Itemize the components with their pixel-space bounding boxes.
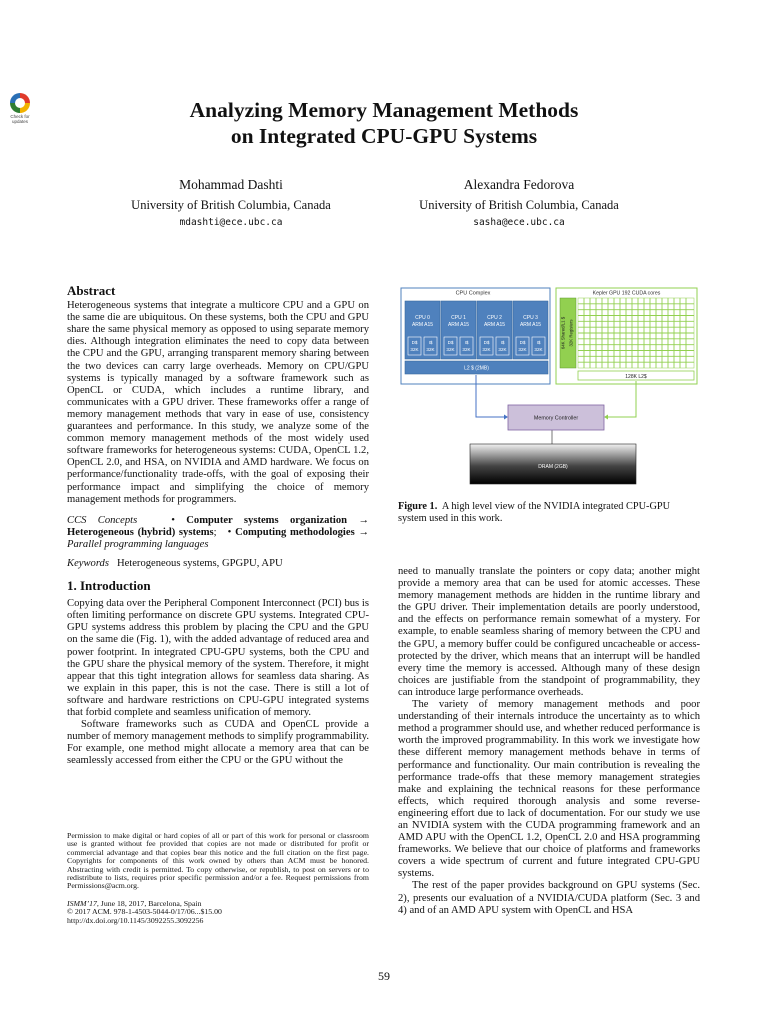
ccs-arrow: → <box>358 514 369 526</box>
cpu-arch: ARM A15 <box>447 322 470 328</box>
keywords-text: Heterogeneous systems, GPGPU, APU <box>116 557 283 569</box>
doi-link[interactable]: http://dx.doi.org/10.1145/3092255.3092256 <box>67 915 204 925</box>
l1d-size: 32K <box>518 347 527 352</box>
cpu-name: CPU 3 <box>523 315 538 321</box>
gpu-registers-label: 32K Registers <box>568 319 574 347</box>
ccs-concepts: CCS Concepts • Computer systems organization → Heterogeneous (hybrid) systems; • Computing methodologies → Parallel programming languages <box>67 514 369 550</box>
ccs-item-1: Computer systems organization <box>186 514 348 526</box>
abstract-text: Heterogeneous systems that integrate a multicore CPU and a GPU on the same die are ubiquitous. On these systems, both the CPU and GPU share the same physical memory as opposed to using separate memory dies. Although integration eliminates the need to copy data between the CPU and the GPU, arranging transparent memory sharing between the two devices can carry large overheads. Memory on CPU/GPU systems is typically managed by a software framework such as OpenCL or CUDA, which includes a runtime library, and communicates with a GPU driver. These frameworks offer a range of memory management methods that vary in ease of use, consistency guarantees and performance. In this study, we analyze some of the common memory management methods of the most widely used software frameworks for heterogeneous systems: CUDA, OpenCL 1.2, OpenCL 2.0, and HSA, on NVIDIA and AMD hardware. We focus on performance/functionality trade-offs, with the goal of exposing their performance impact and simplifying the choice of memory management methods for programmers. <box>67 300 369 505</box>
cpu-name: CPU 2 <box>487 315 502 321</box>
author-block-2 <box>369 177 669 230</box>
l1d-size: 32K <box>446 347 455 352</box>
cpu-core-2 <box>477 301 512 359</box>
author-affiliation: University of British Columbia, Canada <box>131 198 331 212</box>
l1d-label: D$ <box>519 340 526 345</box>
title-line-2: on Integrated CPU-GPU Systems <box>230 124 538 148</box>
author-block-1 <box>81 177 381 230</box>
gpu-to-memctrl-arrow <box>604 381 636 420</box>
caption-label: Figure 1. <box>398 501 438 512</box>
paper-title <box>0 97 768 149</box>
cpu-name: CPU 1 <box>451 315 466 321</box>
keywords <box>67 558 369 570</box>
l1i-label: I$ <box>500 340 505 345</box>
intro-paragraph-1: Copying data over the Peripheral Component Interconnect (PCI) bus is often limiting performance on discrete GPU systems. Integrated CPU-GPU systems address this problem by placing the CPU and the GPU on the same die (Fig. 1), with the added advantage of reduced area and power footprint. In integrated CPU-GPU systems, both the CPU and the GPU share the physical memory of the system. Therefore, it might appear that this tight integration allows for seamless data sharing. As we explain in this paper, this is not the case. There is still a lot of software and hardware restrictions on CPU-GPU integrated systems that forbid complete and seamless unification of memory. <box>67 598 369 718</box>
venue-name: ISMM’17 <box>67 898 97 908</box>
gpu-label: Kepler GPU 192 CUDA cores <box>592 290 661 297</box>
caption-text: A high level view of the NVIDIA integrated CPU-GPU system used in this work. <box>398 501 671 524</box>
l1d-size: 32K <box>482 347 491 352</box>
l1d-label: D$ <box>411 340 418 345</box>
cpu-arch: ARM A15 <box>519 322 542 328</box>
venue-details: , June 18, 2017, Barcelona, Spain <box>96 898 202 908</box>
dram-label: DRAM (2GB) <box>538 464 568 470</box>
cpu-arch: ARM A15 <box>483 322 506 328</box>
l1d-label: D$ <box>483 340 490 345</box>
keywords-label: Keywords <box>67 557 109 569</box>
right-paragraph-3: The rest of the paper provides background on GPU systems (Sec. 2), presents our evaluation of a NVIDIA/CUDA platform (Sec. 3 and 4) and of an AMD APU system with OpenCL and HSA <box>398 880 700 916</box>
l1i-label: I$ <box>536 340 541 345</box>
permission-notice <box>67 832 369 925</box>
permission-text: Permission to make digital or hard copies of all or part of this work for personal or classroom use is granted without fee provided that copies are not made or distributed for profit or commercial advantage and that copies bear this notice and the full citation on the first page. Copyrights for components of this work owned by others than ACM must be honored. Abstracting with credit is permitted. To copy otherwise, or republish, to post on servers or to redistribute to lists, requires prior specific permission and/or a fee. Request permissions from Permissions@acm.org. <box>67 831 369 891</box>
l1i-size: 32K <box>534 347 543 352</box>
l1i-label: I$ <box>428 340 433 345</box>
badge-label: Check for updates <box>10 114 30 124</box>
author-email[interactable]: sasha@ece.ubc.ca <box>473 217 565 228</box>
author-email[interactable]: mdashti@ece.ubc.ca <box>179 217 283 228</box>
l2-label: L2 $ (2MB) <box>464 365 489 372</box>
left-column <box>67 285 369 767</box>
page-number: 59 <box>378 969 390 983</box>
ccs-label: CCS Concepts <box>67 514 138 526</box>
title-line-1: Analyzing Memory Management Methods <box>189 98 579 122</box>
gpu-l2-label: 128K L2$ <box>625 373 647 380</box>
author-name: Mohammad Dashti <box>179 177 283 192</box>
l1i-label: I$ <box>464 340 469 345</box>
abstract-heading: Abstract <box>67 283 116 298</box>
author-name: Alexandra Fedorova <box>463 177 575 192</box>
right-paragraph-2: The variety of memory management methods and poor understanding of their internals introduce the uncertainty as to which method a programmer should use, and whether reduced performance is worth the improved programmability. In this work we investigate how these different memory management methods behave in terms of performance and functionality. Our main contribution is revealing the performance trade-offs that these memory management strategies make and explaining the technical reasons for these performance effects, which required thorough analysis and some reverse-engineering effort due to lack of documentation. For our study we use an NVIDIA system with the CUDA programming framework and an AMD APU with the OpenCL 1.2, OpenCL 2.0 and HSA programming frameworks. We believe that our choice of platforms and frameworks covers a wide spectrum of current and future integrated CPU-GPU systems. <box>398 699 700 880</box>
l1i-size: 32K <box>426 347 435 352</box>
cpu-core-0 <box>405 301 440 359</box>
cpu-complex-label: CPU Complex <box>455 290 491 297</box>
right-paragraph-1: need to manually translate the pointers or copy data; another might provide a memory area that can be used for atomic accesses. These memory management methods are hidden in the runtime library and the GPU driver. Their implementation details are poorly understood, and the effects on performance remain somewhat of a mystery. For example, to enable seamless sharing of memory between the CPU and the GPU, a memory buffer could be configured uncacheable or access-protected by the driver, which means that an interrupt will be handled every time the memory is accessed. Although many of these design choices are justifiable from the standpoint of programmability, they can introduce large performance overheads. <box>398 566 700 698</box>
gpu-shared-label: 64K Shared/L1 $ <box>560 316 566 350</box>
ccs-item-2: Computing methodologies <box>235 526 355 538</box>
memctrl-label: Memory Controller <box>533 415 579 422</box>
figure-1-diagram <box>398 284 700 494</box>
l1i-size: 32K <box>462 347 471 352</box>
right-column <box>398 566 700 917</box>
l1d-size: 32K <box>410 347 419 352</box>
cpu-name: CPU 0 <box>415 315 430 321</box>
author-affiliation: University of British Columbia, Canada <box>419 198 619 212</box>
cpu-arch: ARM A15 <box>411 322 434 328</box>
cpu-core-3 <box>513 301 548 359</box>
figure-1-caption <box>398 501 700 525</box>
copyright-line: © 2017 ACM. 978-1-4503-5044-0/17/06...$15.00 <box>67 907 222 917</box>
ccs-item-2-sub: Parallel programming languages <box>67 538 209 550</box>
ccs-item-1-sub: Heterogeneous (hybrid) systems <box>67 526 214 538</box>
intro-paragraph-2: Software frameworks such as CUDA and OpenCL provide a number of memory management methods to simplify programmability. For example, one method might allocate a memory area that can be seamlessly accessed from either the CPU or the GPU without the <box>67 719 369 767</box>
l1d-label: D$ <box>447 340 454 345</box>
ccs-arrow: → <box>358 526 369 538</box>
cpu-core-1 <box>441 301 476 359</box>
l1i-size: 32K <box>498 347 507 352</box>
intro-heading: 1. Introduction <box>67 578 151 594</box>
